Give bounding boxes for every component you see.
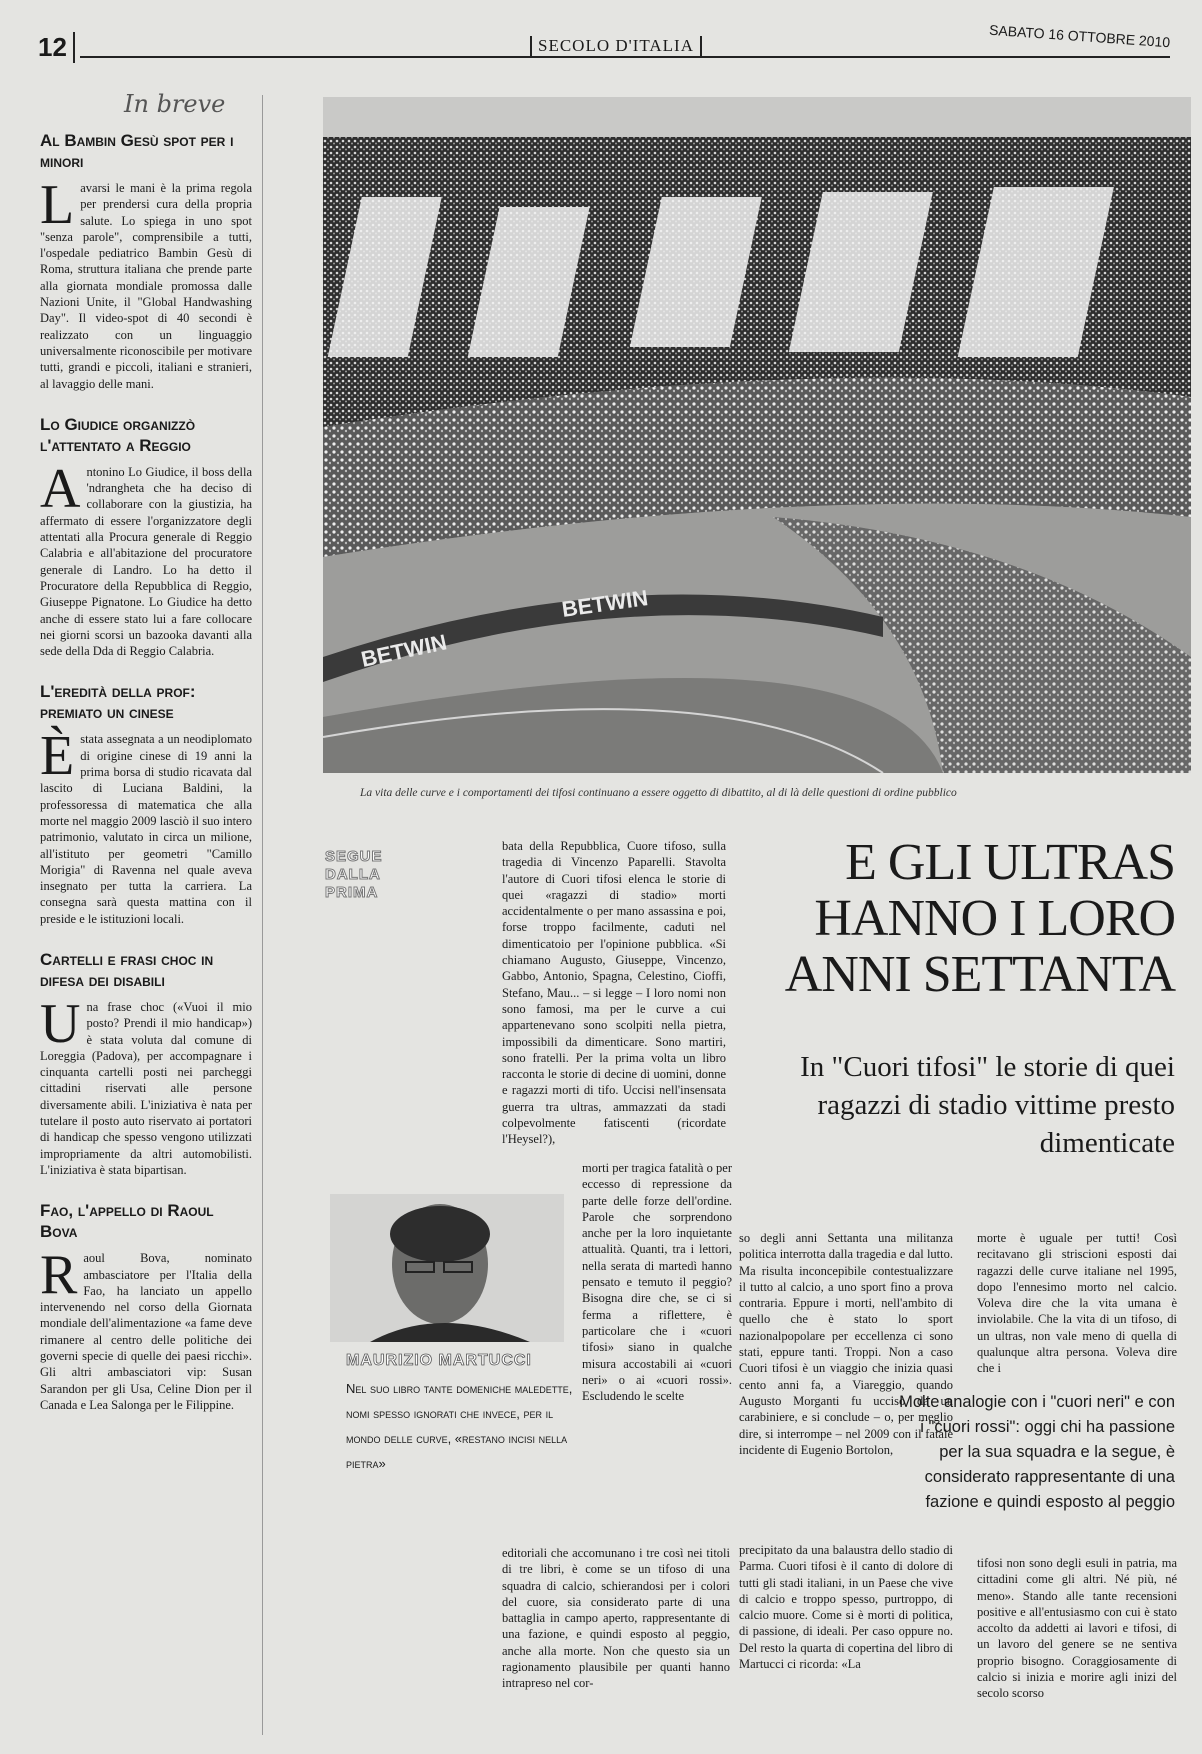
brief-title: Al Bambin Gesù spot per i minori xyxy=(40,131,234,171)
brief-item xyxy=(40,130,252,392)
banner-text: BETWIN xyxy=(358,629,449,672)
brief-title: Fao, l'appello di Raoul Bova xyxy=(40,1201,214,1242)
author-blurb: Nel suo libro tante domeniche maledette, nomi spesso ignorati che invece, per il mondo delle curve, «restano incisi nella pietra» xyxy=(346,1381,573,1471)
brief-text: Antonino Lo Giudice, il boss della 'ndrangheta che ha deciso di collaborare con la giustizia, ha affermato di essere l'organizzatore degli attentati alla Procura generale di Reggio Calabria e all'abitazione del procuratore generale di Landro. Lo ha detto il Procuratore della Repubblica di Reggio, Giuseppe Pignatone. Lo Giudice ha detto anche di essere stato lui a fare collocare nei giorni scorsi un bazooka davanti alla sede della Dda di Reggio Calabria. xyxy=(40,457,252,659)
article-column: so degli anni Settanta una militanza politica interrotta dalla tragedia e dal lutto. Ma risulta inconcepibile contestualizzare il tutto al calcio, a uno sport fino a prova contraria. Eppure i morti, nell'ambito di quello che è stato lo sport nazionalpopolare per eccellenza ci sono stati, eppure tanti. Troppi. Non a caso Cuori tifosi è un viaggio che inizia quasi cento anni fa, a Viareggio, quando Augusto Morganti fu ucciso da un carabiniere, e si conclude – o, per meglio dire, si interrompe – nel 2009 con il fatale incidente di Eugenio Bortolon, xyxy=(739,1231,953,1457)
brief-item xyxy=(40,414,252,660)
sidebar-label: In breve xyxy=(124,90,226,118)
pull-quote: Molte analogie con i "cuori neri" e con i "cuori rossi": oggi chi ha passione per la sua squadra e la segue, è considerato rappresentante di una fazione e quindi esposto al peggio xyxy=(899,1393,1175,1511)
author-name: MAURIZIO MARTUCCI xyxy=(346,1352,532,1369)
brief-item xyxy=(40,1200,252,1413)
photo-caption: La vita delle curve e i comportamenti dei tifosi continuano a essere oggetto di dibattito, al di là delle questioni di ordine pubblico xyxy=(360,787,957,799)
drop-cap: L xyxy=(40,174,75,236)
page-header xyxy=(30,21,1171,72)
drop-cap: R xyxy=(40,1244,78,1307)
header-rule xyxy=(80,56,1170,58)
page-number: 12 xyxy=(38,32,75,63)
article-column: precipitato da una balaustra dello stadio di Parma. Cuori tifosi è il canto di dolore di tutti gli stadi italiani, in un Paese che vive di calcio e troppo spesso, purtroppo, di calcio muore. Come si è morti di politica, di passione, di ideali. Per caso oppure no. Del resto la quarta di copertina del libro di Martucci ci ricorda: «La xyxy=(739,1543,953,1672)
article-column: editoriali che accomunano i tre così nei titoli di tre libri, è come se un tifoso di una squadra di calcio, schierandosi per i colori del cuore, sia considerato parte di una battaglia in campo aperto, rappresentante di una fazione, e quindi esposto al peggio, anche alla morte. Non che questo sia un ragionamento plausibile per quanti hanno intrapreso nel cor- xyxy=(502,1546,730,1691)
drop-cap: È xyxy=(40,725,75,788)
brief-text: Una frase choc («Vuoi il mio posto? Prendi il mio handicap») è stata voluta dal comune di Loreggia (Padova), per accompagnare i cinquanta cartelli posti nei parcheggi cittadini riservati alle persone diversamente abili. L'iniziativa è nata per tutelare il posto auto riservato ai portatori di handicap che spesso vengono utilizzati impropriamente da altri automobilisti. L'iniziativa è stata bipartisan. xyxy=(40,992,252,1177)
article-column: morte è uguale per tutti! Così recitavano gli striscioni esposti dai ragazzi delle curve italiane nel 1995, dopo l'ennesimo morto nel calcio. Voleva dire che la vita umana è inviolabile. Che la vita di un tifoso, di un ultras, non vale meno di quella di qualunque altra persona. Voleva dire che i xyxy=(977,1231,1177,1376)
banner-text: BETWIN xyxy=(560,585,650,622)
sidebar-brevi xyxy=(40,90,252,1435)
segue-label: SEGUE DALLA PRIMA xyxy=(325,848,383,901)
masthead: SECOLO D'ITALIA xyxy=(530,36,702,56)
article-headline: E GLI ULTRAS HANNO I LORO ANNI SETTANTA xyxy=(784,834,1175,1003)
article-column: morti per tragica fatalità o per eccesso di repressione da parte delle forze dell'ordine. Parole che sorprendono anche per la loro inquietante attualità. Quanti, tra i lettori, nella serata di martedì hanno pensato e temuto il peggio? Bisogna dire che, se ci si ferma a riflettere, è particolare che i «cuori tifosi» siano in qualche misura accostabili ai «cuori neri» o ai «cuori rossi». Escludendo le scelte xyxy=(582,1161,732,1404)
article-subheadline: In "Cuori tifosi" le storie di quei ragazzi di stadio vittime presto dimenticate xyxy=(800,1051,1175,1159)
brief-title: Cartelli e frasi choc in difesa dei disabili xyxy=(40,949,214,990)
brief-item xyxy=(40,681,252,927)
drop-cap: U xyxy=(40,992,81,1055)
brief-text: Lavarsi le mani è la prima regola per prendersi cura della propria salute. Lo spiega in uno spot "senza parole", comprensibile a tutti, l'ospedale pediatrico Bambin Gesù di Roma, struttura italiana che prende parte alla giornata mondiale promossa dalle Nazioni Unite, il "Global Handwashing Day". Il video-spot di 40 secondi è realizzato con un linguaggio universalmente riconoscibile per motivare tutti, grandi e piccoli, italiani e stranieri, al lavaggio delle mani. xyxy=(40,174,252,391)
issue-date: SABATO 16 OTTOBRE 2010 xyxy=(988,21,1171,51)
brief-item xyxy=(40,949,252,1178)
brief-text: Raoul Bova, nominato ambasciatore per l'Italia della Fao, ha lanciato un appello intervenendo nel corso della Giornata mondiale dell'alimentazione «a fame deve rimanere al centro delle politiche dei governi specie di quelle dei paesi ricchi». Gli altri ambasciatori vip: Susan Sarandon per gli Usa, Celine Dion per il Canada e Lea Salonga per le Filippine. xyxy=(40,1244,252,1412)
brief-title: Lo Giudice organizzò l'attentato a Reggio xyxy=(40,414,196,455)
brief-text: Èstata assegnata a un neodiplomato di origine cinese di 19 anni la prima borsa di studio ricavata dal lascito di Luciana Baldini, la professoressa di matematica che alla morte nel maggio 2009 lasciò il suo intero patrimonio, valutato in circa un milione, all'istituto per geometri "Camillo Morigia" di Ravenna nel quale aveva insegnato per tutta la carriera. La consegna sarà questa mattina con il preside e le istituzioni locali. xyxy=(40,725,252,926)
article-column: tifosi non sono degli esuli in patria, ma cittadini come gli altri. Né più, né meno». Stando alle tante recensioni positive e all'entusiasmo con cui è stato accolto da addetti ai lavori e tifosi, di un lavoro del genere se ne sentiva proprio bisogno. Coraggiosamente di calcio si inizia e morire agli inizi del secolo scorso xyxy=(977,1556,1177,1701)
author-portrait xyxy=(330,1194,564,1342)
brief-title: L'eredità della prof: premiato un cinese xyxy=(40,682,196,723)
article-column: bata della Repubblica, Cuore tifoso, sulla tragedia di Vincenzo Paparelli. Stavolta l'autore di Cuori tifosi elenca le storie di quei «ragazzi di stadio» morti accidentalmente o per mano assassina e poi, forse troppo facilmente, caduti nel dimenticatoio per l'opinione pubblica. «Si chiamano Augusto, Giuseppe, Vincenzo, Gabbo, Antonio, Spagna, Celestino, Cioffi, Stefano, Mau... – si legge – I loro nomi non sono famosi, ma per le curve a cui appartenevano sono scolpiti nella pietra, impossibili da dimenticare. Sono martiri, sono fratelli. Per la prima volta un libro racconta le storie di decine di uomini, donne e ragazzi morti di tifo. Uccisi nell'insensata guerra tra ultras, ammazzati da stadi colpevolmente fatiscenti (ricordate l'Heysel?), xyxy=(502,839,726,1147)
stadium-photo xyxy=(323,97,1191,773)
drop-cap: A xyxy=(40,457,81,520)
column-separator xyxy=(262,95,263,1735)
